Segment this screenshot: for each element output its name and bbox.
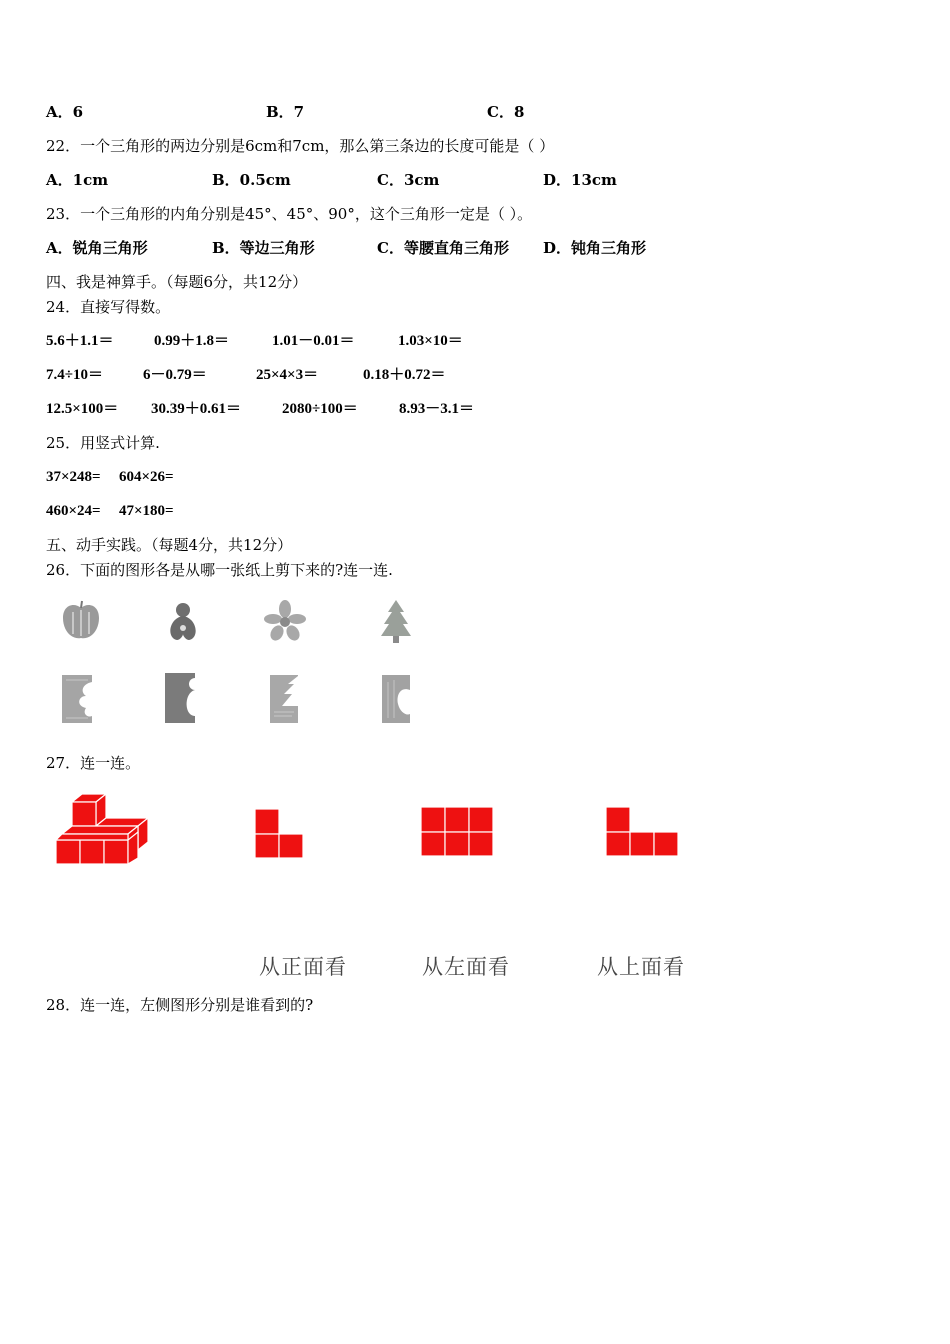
q23-option-c: C．等腰直角三角形	[377, 239, 509, 257]
section-4-heading: 四、我是神算手。（每题6分，共12分）	[46, 273, 308, 291]
q24-item: 12.5×100＝	[46, 401, 119, 417]
q23-question: 23．一个三角形的内角分别是45°、45°、90°，这个三角形一定是（ ）。	[46, 205, 533, 223]
section-5-heading: 五、动手实践。（每题4分，共12分）	[46, 536, 293, 554]
view-long-l-figure	[605, 806, 681, 858]
q21-option-b: B．7	[266, 103, 305, 121]
cube-stack-figure	[52, 792, 152, 868]
q24-item: 1.03×10＝	[398, 333, 463, 349]
q24-item: 2080÷100＝	[282, 401, 358, 417]
q22-option-a: A．1cm	[46, 171, 109, 189]
flower-cutout-icon	[263, 600, 307, 642]
paper-gourd-hole-icon	[162, 670, 200, 726]
q23-option-b: B．等边三角形	[212, 239, 315, 257]
q27-question: 27．连一连。	[46, 754, 141, 772]
q24-item: 8.93－3.1＝	[399, 401, 475, 417]
tree-cutout-icon	[378, 598, 414, 644]
q23-option-d: D．钝角三角形	[543, 239, 647, 257]
q24-item: 7.4÷10＝	[46, 367, 103, 383]
q24-item: 0.18＋0.72＝	[363, 367, 446, 383]
q24-item: 5.6＋1.1＝	[46, 333, 114, 349]
q21-option-c: C．8	[487, 103, 525, 121]
view-label-left: 从左面看	[422, 955, 510, 979]
q24-question: 24．直接写得数。	[46, 298, 171, 316]
view-label-front: 从正面看	[259, 955, 347, 979]
q26-question: 26．下面的图形各是从哪一张纸上剪下来的?连一连.	[46, 561, 393, 579]
q28-question: 28．连一连，左侧图形分别是谁看到的?	[46, 996, 314, 1014]
q25-item: 604×26=	[119, 469, 174, 485]
q24-item: 1.01－0.01＝	[272, 333, 355, 349]
q23-option-a: A．锐角三角形	[46, 239, 148, 257]
q24-item: 6－0.79＝	[143, 367, 207, 383]
q22-option-b: B．0.5cm	[212, 171, 291, 189]
q21-option-a: A．6	[46, 103, 84, 121]
view-label-top: 从上面看	[597, 955, 685, 979]
q24-item: 25×4×3＝	[256, 367, 319, 383]
q22-question: 22．一个三角形的两边分别是6cm和7cm，那么第三条边的长度可能是（ ）	[46, 137, 555, 155]
paper-apple-hole-icon	[380, 672, 414, 726]
q24-item: 0.99＋1.8＝	[154, 333, 230, 349]
gourd-cutout-icon	[163, 598, 203, 644]
q25-item: 460×24=	[46, 503, 101, 519]
paper-flower-hole-icon	[60, 672, 96, 726]
q24-item: 30.39＋0.61＝	[151, 401, 242, 417]
q22-option-d: D．13cm	[543, 171, 617, 189]
paper-tree-hole-icon	[268, 672, 302, 726]
view-grid-figure	[420, 806, 494, 858]
q25-item: 37×248=	[46, 469, 101, 485]
q22-option-c: C．3cm	[377, 171, 440, 189]
apple-cutout-icon	[58, 598, 104, 644]
q25-item: 47×180=	[119, 503, 174, 519]
q25-question: 25．用竖式计算.	[46, 434, 160, 452]
view-l-shape-figure	[254, 808, 306, 860]
